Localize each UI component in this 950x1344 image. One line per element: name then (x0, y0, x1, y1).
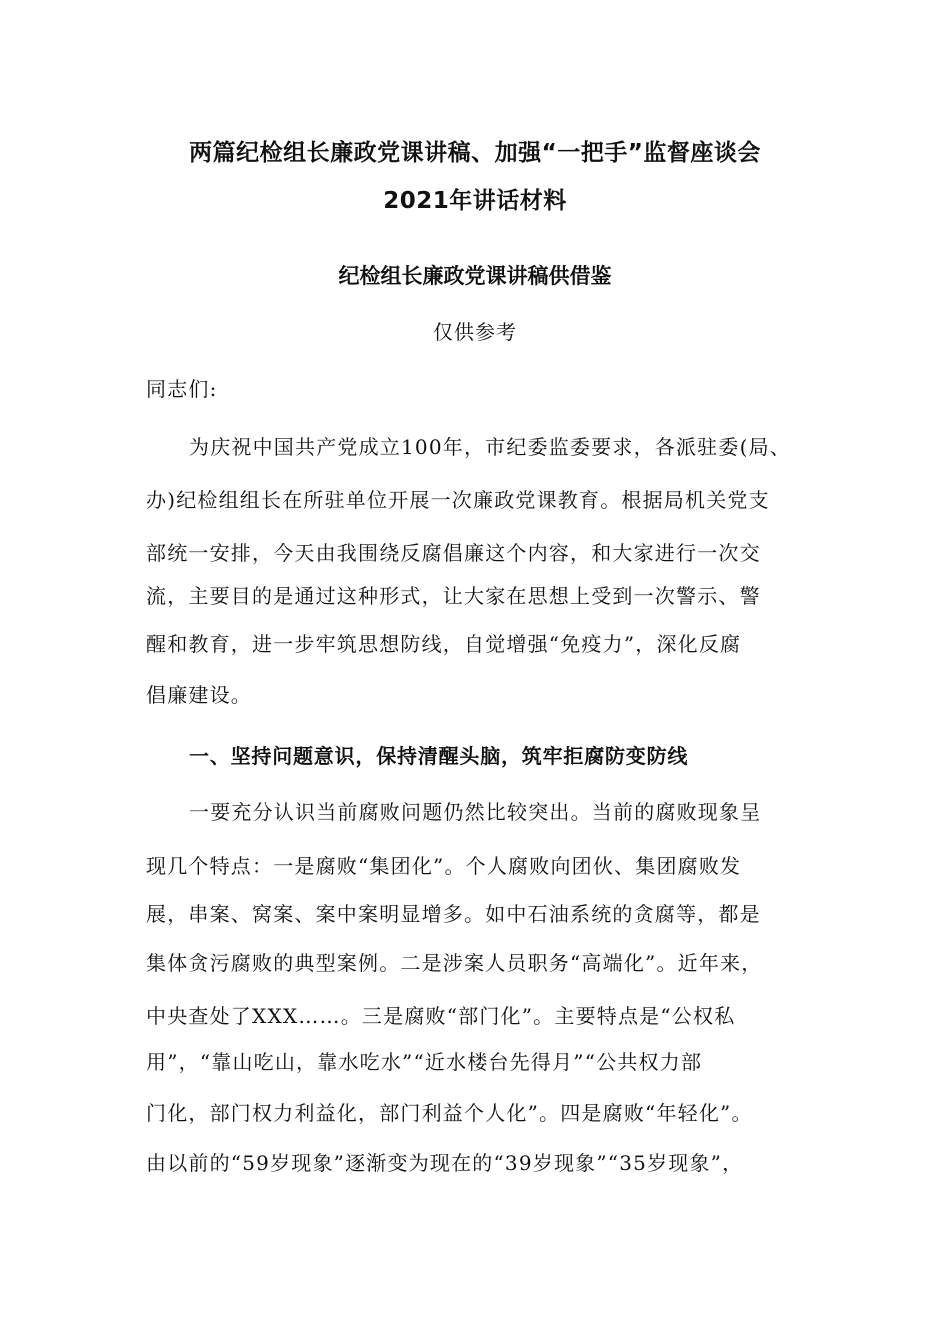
paragraph-2-line: 中央查处了XXX……。三是腐败“部门化”。主要特点是“公权私 (146, 1004, 736, 1028)
paragraph-2-line: 现几个特点：一是腐败“集团化”。个人腐败向团伙、集团腐败发 (146, 854, 742, 878)
salutation: 同志们: (146, 377, 218, 401)
paragraph-2-line: 集体贪污腐败的典型案例。二是涉案人员职务“高端化”。近年来， (146, 951, 763, 975)
paragraph-1-line: 倡廉建设。 (146, 683, 252, 707)
section-1-heading: 一、坚持问题意识，保持清醒头脑，筑牢拒腐防变防线 (189, 744, 689, 768)
document-title-line-1: 两篇纪检组长廉政党课讲稿、加强“一把手”监督座谈会 (189, 140, 761, 166)
paragraph-1-line: 为庆祝中国共产党成立100年，市纪委监委要求，各派驻委(局、 (189, 435, 791, 459)
paragraph-1-line: 流，主要目的是通过这种形式，让大家在思想上受到一次警示、警 (146, 584, 761, 608)
paragraph-2-line: 门化，部门权力利益化，部门利益个人化”。四是腐败“年轻化”。 (146, 1101, 753, 1125)
reference-note: 仅供参考 (433, 320, 517, 344)
paragraph-1-line: 醒和教育，进一步牢筑思想防线，自觉增强“免疫力”，深化反腐 (146, 632, 742, 656)
paragraph-2-line: 由以前的“59岁现象”逐渐变为现在的“39岁现象”“35岁现象”， (146, 1151, 744, 1175)
paragraph-1-line: 部统一安排，今天由我围绕反腐倡廉这个内容，和大家进行一次交 (146, 541, 761, 565)
section-subtitle: 纪检组长廉政党课讲稿供借鉴 (338, 264, 612, 288)
paragraph-1-line: 办)纪检组组长在所驻单位开展一次廉政党课教育。根据局机关党支 (146, 488, 770, 512)
paragraph-2-line: 一要充分认识当前腐败问题仍然比较突出。当前的腐败现象呈 (189, 800, 762, 824)
document-title-line-2: 2021年讲话材料 (383, 188, 567, 214)
paragraph-2-line: 展，串案、窝案、案中案明显增多。如中石油系统的贪腐等，都是 (146, 902, 761, 926)
paragraph-2-line: 用”，“靠山吃山，靠水吃水”“近水楼台先得月”“公共权力部 (146, 1050, 703, 1074)
